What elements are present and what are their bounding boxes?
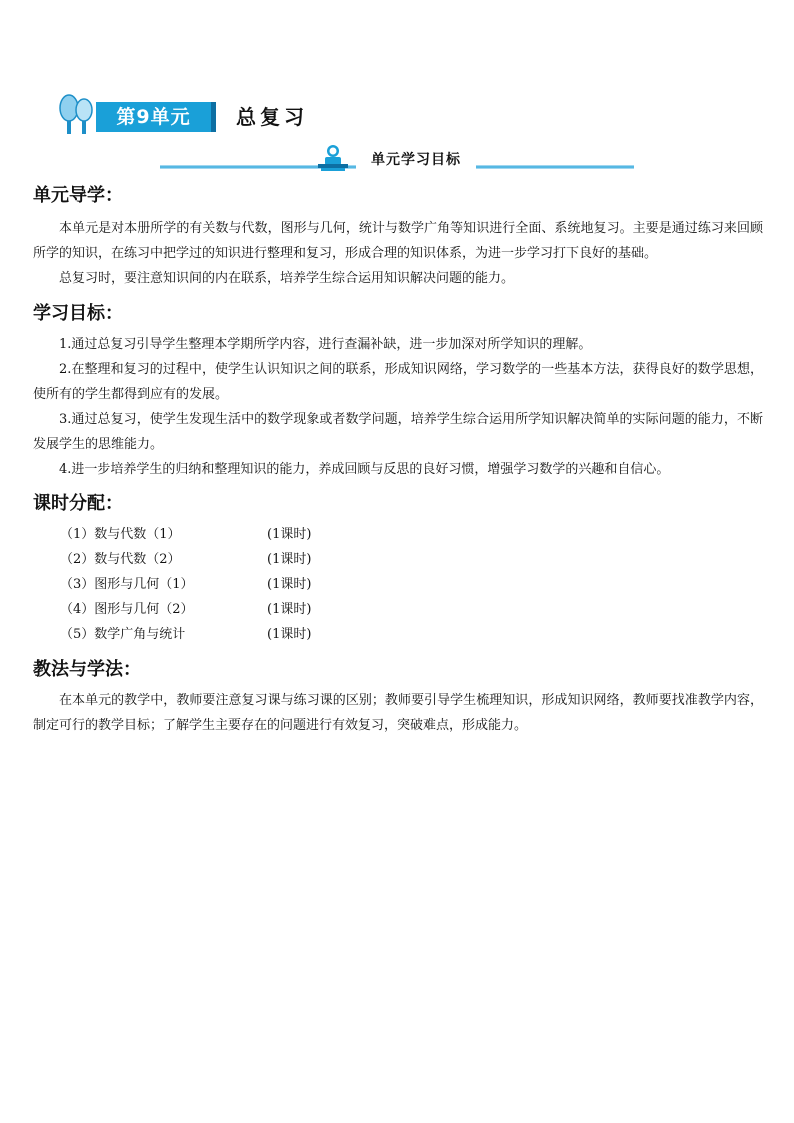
schedule-row [60, 547, 460, 572]
objective-item-1: 1.通过总复习引导学生整理本学期所学内容，进行查漏补缺，进一步加深对所学知识的理解。 [59, 337, 592, 352]
schedule-row [60, 622, 460, 647]
schedule-row [60, 572, 460, 597]
student-reading-icon [312, 143, 354, 173]
guide-paragraph-2: 总复习时，要注意知识间的内在联系，培养学生综合运用知识解决问题的能力。 [59, 271, 515, 286]
schedule-lesson-name: （2）数与代数（2） [60, 552, 181, 567]
section-title-methods: 教法与学法： [33, 659, 141, 680]
schedule-lesson-hours: (1课时) [267, 627, 312, 642]
tree-icon [58, 92, 98, 136]
unit-objectives-banner [160, 143, 634, 175]
guide-paragraph-1: 本单元是对本册所学的有关数与代数，图形与几何，统计与数学广角等知识进行全面、系统地复习。主要是通过练习来回顾所学的知识，在练习中把学过的知识进行整理和复习，形成合理的知识体系，为进一步学习打下良好的基础。 [33, 221, 763, 261]
schedule-lesson-name: （4）图形与几何（2） [60, 602, 194, 617]
schedule-lesson-name: （5）数学广角与统计 [60, 627, 186, 642]
objective-item-3: 3.通过总复习，使学生发现生活中的数学现象或者数学问题，培养学生综合运用所学知识解决简单的实际问题的能力，不断发展学生的思维能力。 [33, 412, 763, 452]
section-title-guide: 单元导学： [33, 185, 123, 206]
methods-paragraph: 在本单元的教学中，教师要注意复习课与练习课的区别；教师要引导学生梳理知识，形成知识网络，教师要找准教学内容，制定可行的教学目标；了解学生主要存在的问题进行有效复习，突破难点，形成能力。 [33, 693, 763, 733]
objective-item-4: 4.进一步培养学生的归纳和整理知识的能力，养成回顾与反思的良好习惯，增强学习数学的兴趣和自信心。 [59, 462, 670, 477]
banner-label: 单元学习目标 [356, 150, 476, 170]
objective-item-2: 2.在整理和复习的过程中，使学生认识知识之间的联系，形成知识网络，学习数学的一些基本方法，获得良好的数学思想，使所有的学生都得到应有的发展。 [33, 362, 763, 402]
schedule-lesson-name: （1）数与代数（1） [60, 527, 181, 542]
schedule-lesson-hours: (1课时) [267, 602, 312, 617]
schedule-lesson-hours: (1课时) [267, 527, 312, 542]
schedule-lesson-hours: (1课时) [267, 552, 312, 567]
schedule-lesson-hours: (1课时) [267, 577, 312, 592]
unit-title: 总复习 [236, 105, 308, 129]
section-title-schedule: 课时分配： [33, 493, 123, 514]
schedule-row [60, 522, 460, 547]
lesson-schedule [60, 522, 460, 647]
schedule-lesson-name: （3）图形与几何（1） [60, 577, 194, 592]
schedule-row [60, 597, 460, 622]
unit-number-badge: 第9单元 [96, 102, 216, 132]
section-title-objectives: 学习目标： [33, 303, 123, 324]
unit-header [58, 92, 348, 136]
